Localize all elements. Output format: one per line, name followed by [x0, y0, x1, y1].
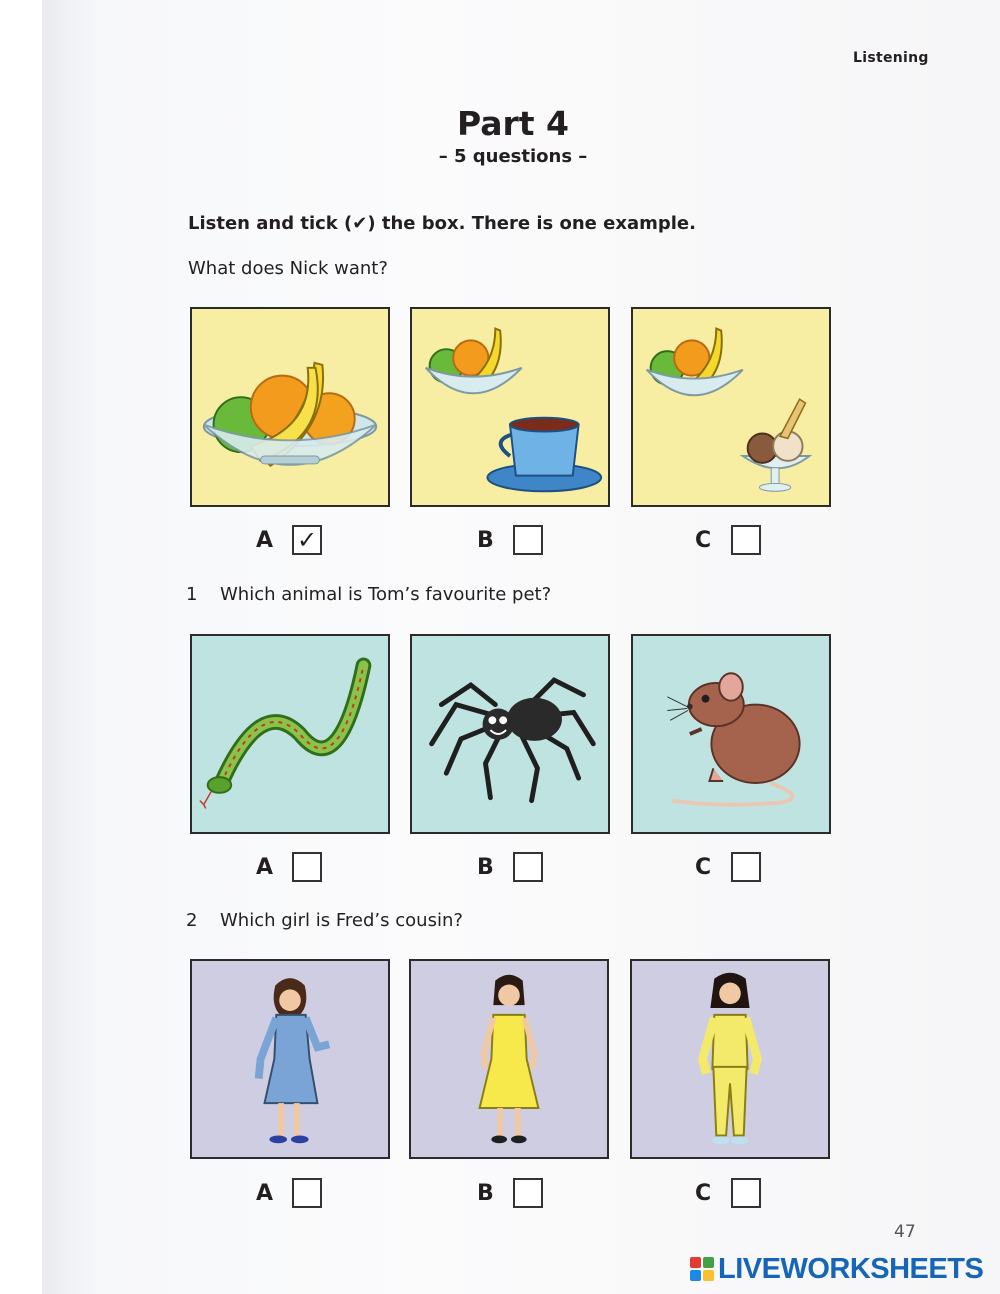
q2-option-a [256, 1175, 322, 1211]
example-question: What does Nick want? [188, 258, 388, 279]
question-text: Which animal is Tom’s favourite pet? [220, 584, 552, 605]
option-letter: A [256, 854, 274, 880]
example-option-a [256, 522, 322, 558]
q1-option-a [256, 849, 322, 885]
option-letter: B [477, 527, 494, 553]
tick-box-q2-a[interactable] [292, 1178, 322, 1208]
example-option-b [477, 522, 543, 558]
q2-option-c [695, 1175, 761, 1211]
tick-box-example-a[interactable]: ✓ [292, 525, 322, 555]
instruction-text: Listen and tick (✔) the box. There is one example. [188, 213, 696, 234]
picture-girl-yellow-pyjamas [630, 959, 830, 1159]
part-subtitle: – 5 questions – [438, 146, 588, 167]
option-letter: C [695, 527, 712, 553]
tick-box-q2-b[interactable] [513, 1178, 543, 1208]
tick-box-q2-c[interactable] [731, 1178, 761, 1208]
option-letter: C [695, 1180, 712, 1206]
question-text: Which girl is Fred’s cousin? [220, 910, 463, 931]
q2-option-b [477, 1175, 543, 1211]
liveworksheets-icon [690, 1257, 714, 1281]
picture-mouse [631, 634, 831, 834]
part-title: Part 4 [456, 104, 570, 143]
picture-spider [410, 634, 610, 834]
tick-box-q1-c[interactable] [731, 852, 761, 882]
page-number: 47 [894, 1222, 916, 1242]
option-letter: B [477, 1180, 494, 1206]
option-letter: A [256, 527, 274, 553]
picture-bowl-of-fruit [190, 307, 390, 507]
q1-option-b [477, 849, 543, 885]
tick-box-example-b[interactable] [513, 525, 543, 555]
option-letter: C [695, 854, 712, 880]
tick-box-q1-a[interactable] [292, 852, 322, 882]
question-number: 1 [186, 584, 198, 605]
example-option-c [695, 522, 761, 558]
picture-girl-yellow-dress [409, 959, 609, 1159]
question-1 [186, 584, 551, 605]
liveworksheets-logo [690, 1253, 983, 1285]
question-2 [186, 910, 463, 931]
option-letter: A [256, 1180, 274, 1206]
picture-fruit-and-ice-cream [631, 307, 831, 507]
q1-option-c [695, 849, 761, 885]
question-number: 2 [186, 910, 198, 931]
liveworksheets-wordmark: LIVEWORKSHEETS [718, 1252, 984, 1285]
tick-box-example-c[interactable] [731, 525, 761, 555]
tick-box-q1-b[interactable] [513, 852, 543, 882]
option-letter: B [477, 854, 494, 880]
picture-girl-blue-dress [190, 959, 390, 1159]
picture-fruit-and-tea [410, 307, 610, 507]
section-label: Listening [853, 50, 929, 66]
picture-snake [190, 634, 390, 834]
